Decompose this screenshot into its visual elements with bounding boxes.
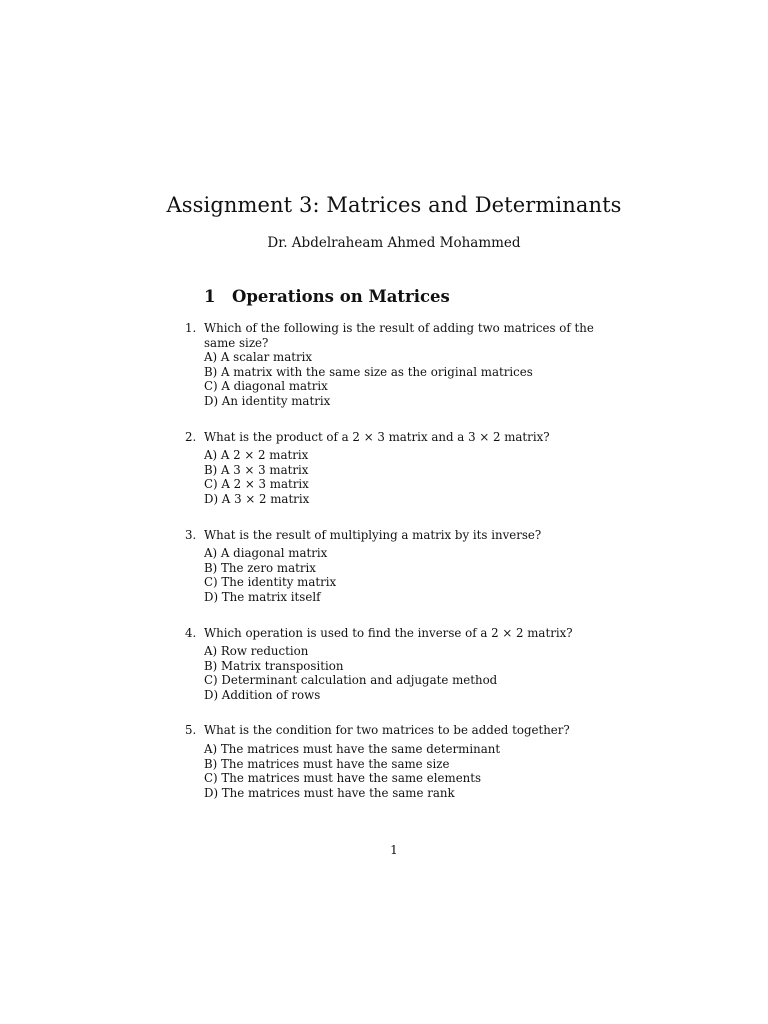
- question-text: What is the condition for two matrices to be added together?: [204, 723, 570, 738]
- question-list: [185, 321, 625, 800]
- answer-option: B) A matrix with the same size as the original matrices: [204, 364, 533, 379]
- question-text: What is the product of a 2 × 3 matrix and a 3 × 2 matrix?: [204, 429, 550, 444]
- answer-option: A) A diagonal matrix: [204, 546, 328, 561]
- answer-option: D) Addition of rows: [204, 687, 321, 702]
- answer-option: D) A 3 × 2 matrix: [204, 491, 310, 506]
- question-number: 1.: [185, 321, 197, 335]
- answer-options: [204, 448, 625, 506]
- section-title: Operations on Matrices: [232, 287, 450, 306]
- answer-options: [204, 350, 625, 408]
- question-item: [185, 528, 625, 605]
- section-number: 1: [204, 287, 216, 306]
- question-item: [185, 723, 625, 800]
- answer-option: B) Matrix transposition: [204, 658, 344, 673]
- answer-option: C) The identity matrix: [204, 575, 337, 590]
- section-heading: [204, 287, 450, 306]
- answer-options: [204, 644, 625, 702]
- question-number: 2.: [185, 429, 197, 444]
- question-stem: [185, 723, 625, 738]
- answer-options: [204, 742, 625, 800]
- answer-option: B) The matrices must have the same size: [204, 756, 450, 771]
- question-number: 5.: [185, 723, 197, 738]
- answer-option: B) The zero matrix: [204, 560, 316, 575]
- question-item: [185, 321, 625, 409]
- question-text: What is the result of multiplying a matrix by its inverse?: [204, 527, 542, 542]
- question-stem: [185, 430, 625, 445]
- page-number: 1: [390, 843, 398, 857]
- answer-option: D) The matrices must have the same rank: [204, 785, 455, 800]
- document-title: Assignment 3: Matrices and Determinants: [166, 193, 622, 217]
- answer-option: C) A diagonal matrix: [204, 379, 328, 394]
- answer-option: C) A 2 × 3 matrix: [204, 477, 309, 492]
- question-stem: [185, 321, 625, 350]
- document-author: Dr. Abdelraheam Ahmed Mohammed: [267, 235, 521, 251]
- answer-option: C) The matrices must have the same elements: [204, 771, 482, 786]
- question-number: 4.: [185, 625, 197, 640]
- question-number: 3.: [185, 527, 197, 542]
- question-item: [185, 626, 625, 703]
- answer-option: A) A scalar matrix: [204, 350, 313, 365]
- answer-options: [204, 546, 625, 604]
- answer-option: D) An identity matrix: [204, 393, 331, 408]
- answer-option: A) A 2 × 2 matrix: [204, 448, 309, 463]
- answer-option: D) The matrix itself: [204, 589, 321, 604]
- question-text: Which operation is used to find the inverse of a 2 × 2 matrix?: [204, 625, 573, 640]
- answer-option: A) The matrices must have the same determinant: [204, 742, 501, 757]
- question-item: [185, 430, 625, 507]
- answer-option: B) A 3 × 3 matrix: [204, 462, 309, 477]
- question-stem: [185, 626, 625, 641]
- question-stem: [185, 528, 625, 543]
- question-text: Which of the following is the result of adding two matrices of the same size?: [204, 321, 594, 350]
- answer-option: C) Determinant calculation and adjugate method: [204, 673, 498, 688]
- answer-option: A) Row reduction: [204, 644, 309, 659]
